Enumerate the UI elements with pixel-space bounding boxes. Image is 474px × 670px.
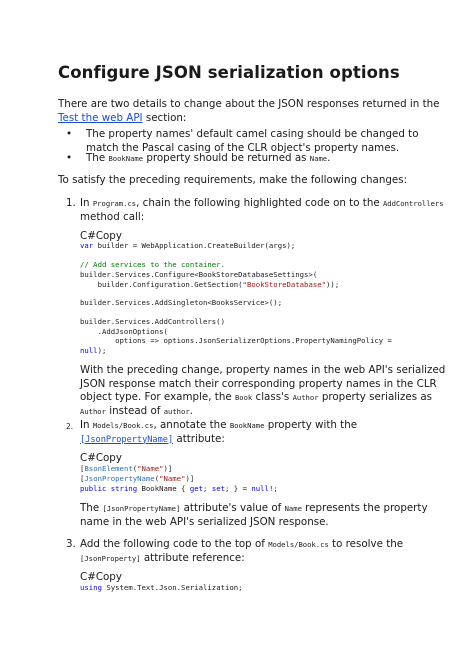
code-line bbox=[80, 474, 194, 484]
inline-code: Author bbox=[80, 406, 106, 416]
code-string: "Name" bbox=[137, 464, 164, 473]
test-web-api-link[interactable]: Test the web API bbox=[58, 111, 143, 124]
step-2-text bbox=[80, 419, 448, 447]
code-text: System.Text.Json.Serialization; bbox=[101, 583, 243, 592]
step-text: method call: bbox=[80, 210, 145, 223]
code-string: "BookStoreDatabase" bbox=[242, 280, 327, 289]
step-text: property serializes as bbox=[318, 391, 433, 403]
code-keyword: string bbox=[110, 484, 138, 493]
code-text: ); bbox=[97, 346, 107, 355]
code-text: )] bbox=[163, 464, 173, 473]
bullet-dot: • bbox=[66, 152, 73, 164]
code-text: ( bbox=[132, 464, 138, 473]
code-text: ; bbox=[203, 484, 212, 493]
code-line bbox=[80, 260, 225, 270]
bullet-dot: • bbox=[66, 128, 73, 140]
code-keyword: var bbox=[80, 241, 94, 250]
bullet-item-1: The property names' default camel casing should be changed to match the Pascal casing of the CLR object's property names. bbox=[86, 128, 419, 154]
intro-text-end: section: bbox=[142, 111, 187, 124]
code-line bbox=[80, 336, 392, 346]
bullet-text: . bbox=[327, 152, 331, 164]
step-text: With the preceding change, property names in the web API's serialized JSON response match their corresponding property names in the CLR object type. For example, the bbox=[80, 364, 446, 403]
code-text: builder = WebApplication.CreateBuilder(args); bbox=[93, 241, 296, 250]
step-text: In bbox=[80, 419, 93, 431]
code-language-copy-button[interactable]: C#Copy bbox=[80, 571, 122, 583]
code-text: [ bbox=[80, 474, 85, 483]
code-line bbox=[80, 298, 282, 308]
code-text: BookName { bbox=[137, 484, 190, 493]
step-text: The bbox=[80, 502, 103, 514]
code-text: builder.Services.Configure<BookStoreDatabaseSettings>( bbox=[80, 270, 318, 279]
json-property-name-link[interactable]: [JsonPropertyName] bbox=[80, 434, 174, 445]
code-string: "Name" bbox=[159, 474, 186, 483]
bullet-text: The bbox=[86, 152, 109, 164]
code-keyword: public bbox=[80, 484, 107, 493]
code-keyword: using bbox=[80, 583, 102, 592]
code-attribute: BsonElement bbox=[84, 464, 133, 473]
code-keyword: null bbox=[251, 484, 269, 493]
code-attribute: JsonPropertyName bbox=[84, 474, 155, 483]
code-keyword: null bbox=[80, 346, 98, 355]
code-text: )] bbox=[185, 474, 195, 483]
inline-code: Program.cs bbox=[92, 199, 137, 208]
intro-paragraph bbox=[58, 98, 448, 125]
code-language-copy-button[interactable]: C#Copy bbox=[80, 230, 122, 242]
step-1-explanation bbox=[80, 364, 448, 418]
inline-code: Name bbox=[309, 154, 328, 163]
code-block-3 bbox=[80, 583, 243, 593]
inline-code: [JsonProperty] bbox=[80, 553, 141, 563]
code-text: ; } = bbox=[225, 484, 252, 493]
inline-code: Author bbox=[292, 393, 319, 402]
inline-code: Models/Book.cs bbox=[92, 421, 154, 430]
step-number: 2. bbox=[66, 422, 74, 431]
code-text: !; bbox=[268, 484, 278, 493]
code-line bbox=[80, 280, 339, 290]
inline-code: BookName bbox=[229, 421, 265, 430]
inline-code: Book bbox=[234, 393, 253, 402]
inline-code: Models/Book.cs bbox=[268, 540, 329, 549]
code-line bbox=[80, 317, 225, 327]
inline-code: author bbox=[163, 406, 190, 416]
code-text: builder.Services.AddSingleton<BooksService>(); bbox=[80, 298, 283, 307]
code-block-2 bbox=[80, 464, 172, 474]
inline-code: [JsonPropertyName] bbox=[102, 504, 181, 513]
step-text: represents the property name in the web API's serialized JSON response. bbox=[80, 502, 428, 528]
code-line bbox=[80, 484, 278, 494]
step-text: to resolve the bbox=[328, 538, 404, 550]
page-title: Configure JSON serialization options bbox=[58, 63, 400, 82]
step-number: 3. bbox=[66, 538, 76, 550]
inline-code: AddControllers bbox=[382, 199, 444, 208]
code-text: .AddJsonOptions( bbox=[80, 327, 168, 336]
code-line bbox=[80, 346, 106, 356]
inline-code: Name bbox=[284, 504, 302, 513]
step-text: , chain the following highlighted code on to the bbox=[136, 197, 383, 209]
bullet-item-2 bbox=[86, 152, 446, 166]
satisfy-paragraph: To satisfy the preceding requirements, make the following changes: bbox=[58, 174, 408, 186]
step-text: class's bbox=[252, 391, 293, 403]
step-text: property with the bbox=[264, 419, 358, 431]
step-3-text bbox=[80, 538, 448, 565]
code-text: options => options.JsonSerializerOptions.PropertyNamingPolicy = bbox=[80, 336, 392, 345]
code-line bbox=[80, 270, 317, 280]
code-comment: // Add services to the container. bbox=[80, 260, 225, 269]
code-block-1 bbox=[80, 241, 295, 251]
code-text: builder.Services.AddControllers() bbox=[80, 317, 225, 326]
bullet-text: property should be returned as bbox=[143, 152, 310, 164]
step-text: . bbox=[189, 404, 193, 417]
code-text: builder.Configuration.GetSection( bbox=[80, 280, 243, 289]
step-text: attribute: bbox=[173, 432, 225, 445]
inline-code: BookName bbox=[108, 154, 144, 163]
code-text: [ bbox=[80, 464, 85, 473]
step-number: 1. bbox=[66, 197, 76, 209]
step-1-text bbox=[80, 197, 448, 224]
code-text: )); bbox=[326, 280, 340, 289]
code-keyword: get bbox=[189, 484, 204, 493]
step-text: attribute's value of bbox=[180, 502, 285, 514]
code-language-copy-button[interactable]: C#Copy bbox=[80, 452, 122, 464]
step-text: In bbox=[80, 197, 93, 209]
step-text: , annotate the bbox=[153, 419, 230, 431]
code-text: ( bbox=[154, 474, 160, 483]
code-keyword: set bbox=[211, 484, 226, 493]
intro-text: There are two details to change about the JSON responses returned in the bbox=[58, 98, 440, 110]
step-text: Add the following code to the top of bbox=[80, 538, 269, 550]
step-2-explanation bbox=[80, 502, 448, 529]
step-text: attribute reference: bbox=[140, 551, 245, 564]
step-text: instead of bbox=[105, 404, 164, 417]
